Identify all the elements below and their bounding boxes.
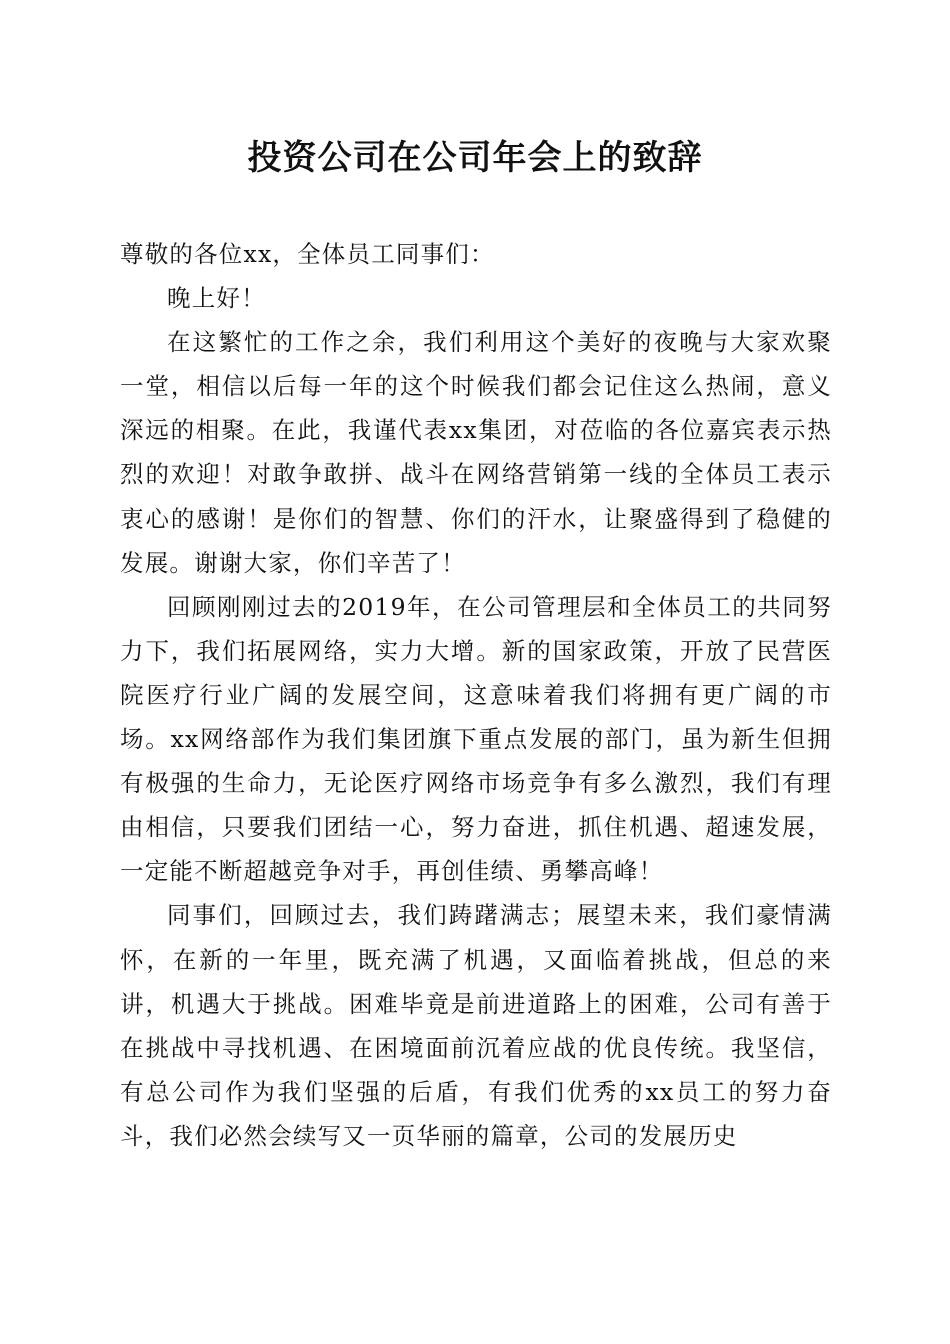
greeting: 晚上好！ xyxy=(167,284,266,313)
paragraph-review: 回顾刚刚过去的2019年，在公司管理层和全体员工的共同努力下，我们拓展网络，实力大增。新的国家政策，开放了民营医院医疗行业广阔的发展空间，这意味着我们将拥有更广阔的市场。xx网络部作为我们集团旗下重点发展的部门，虽为新生但拥有极强的生命力，无论医疗网络市场竞争有多么激烈，我们有理由相信，只要我们团结一心，努力奋进，抓住机遇、超速发展，一定能不断超越竞争对手，再创佳绩、勇攀高峰！ xyxy=(120,592,832,886)
document-title: 投资公司在公司年会上的致辞 xyxy=(247,138,703,178)
paragraph-outlook: 同事们，回顾过去，我们踌躇满志；展望未来，我们豪情满怀，在新的一年里，既充满了机遇，又面临着挑战，但总的来讲，机遇大于挑战。困难毕竟是前进道路上的困难，公司有善于在挑战中寻找机遇、在困境面前沉着应战的优良传统。我坚信，有总公司作为我们坚强的后盾，有我们优秀的xx员工的努力奋斗，我们必然会续写又一页华丽的篇章，公司的发展历史 xyxy=(120,901,832,1150)
document-body xyxy=(120,232,832,1158)
paragraph-welcome: 在这繁忙的工作之余，我们利用这个美好的夜晚与大家欢聚一堂，相信以后每一年的这个时候我们都会记住这么热闹，意义深远的相聚。在此，我谨代表xx集团，对莅临的各位嘉宾表示热烈的欢迎！对敢争敢拼、战斗在网络营销第一线的全体员工表示衷心的感谢！是你们的智慧、你们的汗水，让聚盛得到了稳健的发展。谢谢大家，你们辛苦了！ xyxy=(120,328,832,577)
salutation: 尊敬的各位xx，全体员工同事们： xyxy=(120,240,495,268)
